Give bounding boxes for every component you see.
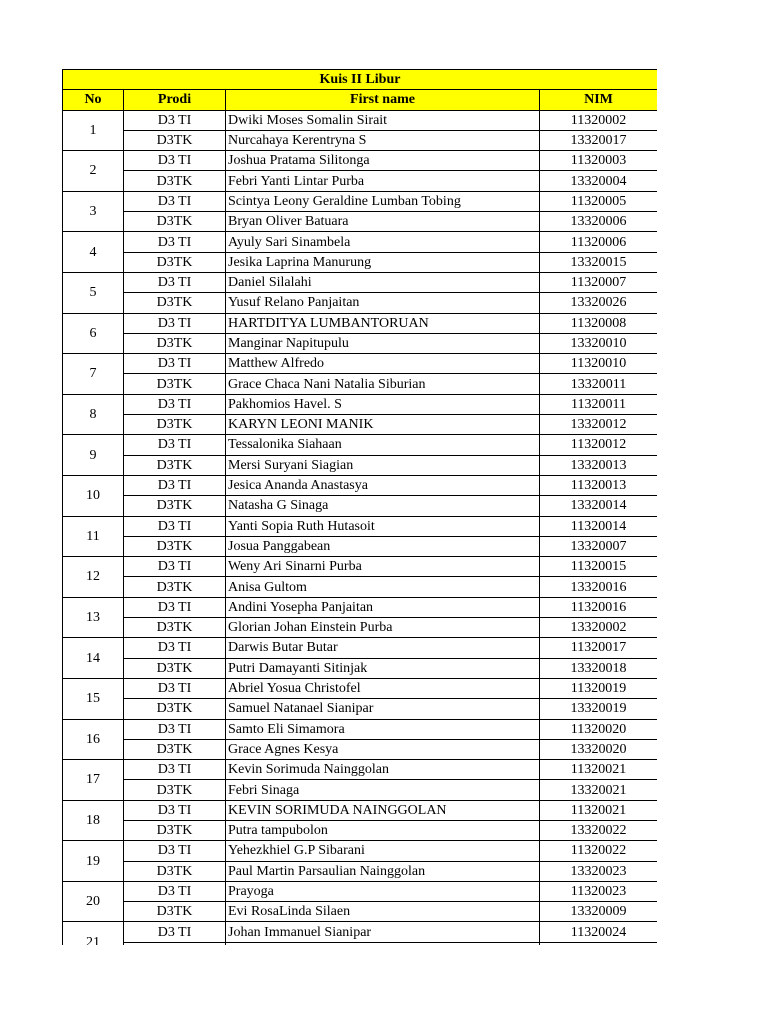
first-name-cell[interactable]: Josua Panggabean <box>226 536 540 556</box>
header-first-name: First name <box>226 90 540 110</box>
prodi-cell[interactable]: D3 TI <box>124 191 226 211</box>
row-number-cell[interactable]: 20 <box>63 881 124 922</box>
header-nim: NIM <box>540 90 658 110</box>
prodi-cell[interactable]: D3 TI <box>124 272 226 292</box>
prodi-cell[interactable]: D3 TI <box>124 678 226 698</box>
prodi-cell[interactable]: D3TK <box>124 171 226 191</box>
first-name-cell[interactable] <box>226 942 540 945</box>
prodi-cell[interactable]: D3 TI <box>124 151 226 171</box>
nim-cell[interactable]: 13320023 <box>540 861 658 881</box>
table-row <box>63 354 658 374</box>
table-row <box>63 475 658 495</box>
prodi-cell[interactable]: D3TK <box>124 577 226 597</box>
nim-cell[interactable]: 13320019 <box>540 699 658 719</box>
nim-cell[interactable]: 13320007 <box>540 536 658 556</box>
table-row <box>63 536 658 556</box>
prodi-cell[interactable]: D3TK <box>124 739 226 759</box>
table-row <box>63 232 658 252</box>
first-name-cell[interactable]: Natasha G Sinaga <box>226 496 540 516</box>
first-name-cell[interactable]: Grace Agnes Kesya <box>226 739 540 759</box>
first-name-cell[interactable]: Putri Damayanti Sitinjak <box>226 658 540 678</box>
table-row <box>63 739 658 759</box>
row-number-cell[interactable]: 12 <box>63 557 124 598</box>
prodi-cell[interactable]: D3 TI <box>124 841 226 861</box>
row-number-cell[interactable]: 8 <box>63 394 124 435</box>
nim-cell[interactable]: 13320012 <box>540 415 658 435</box>
prodi-cell[interactable]: D3 TI <box>124 800 226 820</box>
nim-cell[interactable]: 13320018 <box>540 658 658 678</box>
table-row <box>63 191 658 211</box>
prodi-cell[interactable]: D3TK <box>124 496 226 516</box>
table-row <box>63 151 658 171</box>
prodi-cell[interactable]: D3 TI <box>124 881 226 901</box>
first-name-cell[interactable]: KARYN LEONI MANIK <box>226 415 540 435</box>
prodi-cell[interactable]: D3TK <box>124 861 226 881</box>
table-row <box>63 496 658 516</box>
table-row <box>63 800 658 820</box>
prodi-cell[interactable] <box>124 942 226 945</box>
nim-cell[interactable]: 11320016 <box>540 597 658 617</box>
table-row <box>63 171 658 191</box>
table-row <box>63 841 658 861</box>
table-row <box>63 922 658 942</box>
nim-cell[interactable]: 11320015 <box>540 557 658 577</box>
nim-cell[interactable]: 13320006 <box>540 212 658 232</box>
nim-cell[interactable]: 11320017 <box>540 638 658 658</box>
prodi-cell[interactable]: D3TK <box>124 658 226 678</box>
first-name-cell[interactable]: Evi RosaLinda Silaen <box>226 902 540 922</box>
nim-cell[interactable]: 11320020 <box>540 719 658 739</box>
table-row <box>63 638 658 658</box>
nim-cell[interactable]: 11320003 <box>540 151 658 171</box>
prodi-cell[interactable]: D3 TI <box>124 394 226 414</box>
table-row <box>63 415 658 435</box>
nim-cell[interactable]: 13320014 <box>540 496 658 516</box>
prodi-cell[interactable]: D3 TI <box>124 760 226 780</box>
nim-cell[interactable]: 11320005 <box>540 191 658 211</box>
first-name-cell[interactable]: Johan Immanuel Sianipar <box>226 922 540 942</box>
first-name-cell[interactable]: Febri Yanti Lintar Purba <box>226 171 540 191</box>
first-name-cell[interactable]: Febri Sinaga <box>226 780 540 800</box>
row-number-cell[interactable]: 7 <box>63 354 124 395</box>
table-row <box>63 699 658 719</box>
first-name-cell[interactable]: Bryan Oliver Batuara <box>226 212 540 232</box>
first-name-cell[interactable]: Jesika Laprina Manurung <box>226 252 540 272</box>
first-name-cell[interactable]: Grace Chaca Nani Natalia Siburian <box>226 374 540 394</box>
nim-cell[interactable]: 11320024 <box>540 922 658 942</box>
nim-cell[interactable]: 13320021 <box>540 780 658 800</box>
table-row <box>63 212 658 232</box>
prodi-cell[interactable]: D3TK <box>124 415 226 435</box>
table-row <box>63 942 658 945</box>
table-row <box>63 881 658 901</box>
nim-cell[interactable]: 11320010 <box>540 354 658 374</box>
row-number-cell[interactable]: 19 <box>63 841 124 882</box>
nim-cell[interactable]: 11320012 <box>540 435 658 455</box>
prodi-cell[interactable]: D3TK <box>124 618 226 638</box>
first-name-cell[interactable]: Anisa Gultom <box>226 577 540 597</box>
table-row <box>63 293 658 313</box>
first-name-cell[interactable]: Prayoga <box>226 881 540 901</box>
table-row <box>63 516 658 536</box>
row-number-cell[interactable]: 11 <box>63 516 124 557</box>
first-name-cell[interactable]: Scintya Leony Geraldine Lumban Tobing <box>226 191 540 211</box>
header-no: No <box>63 90 124 110</box>
prodi-cell[interactable]: D3TK <box>124 902 226 922</box>
first-name-cell[interactable]: Yanti Sopia Ruth Hutasoit <box>226 516 540 536</box>
table-title: Kuis II Libur <box>63 70 658 90</box>
nim-cell[interactable]: 11320014 <box>540 516 658 536</box>
row-number-cell[interactable]: 15 <box>63 678 124 719</box>
prodi-cell[interactable]: D3 TI <box>124 597 226 617</box>
prodi-cell[interactable]: D3TK <box>124 293 226 313</box>
table-body <box>63 110 658 945</box>
row-number-cell[interactable]: 3 <box>63 191 124 232</box>
row-number-cell[interactable]: 18 <box>63 800 124 841</box>
table-row <box>63 374 658 394</box>
prodi-cell[interactable]: D3 TI <box>124 922 226 942</box>
nim-cell[interactable]: 13320017 <box>540 130 658 150</box>
first-name-cell[interactable]: Mersi Suryani Siagian <box>226 455 540 475</box>
nim-cell[interactable]: 11320008 <box>540 313 658 333</box>
spreadsheet-area <box>62 69 657 945</box>
first-name-cell[interactable]: Yusuf Relano Panjaitan <box>226 293 540 313</box>
table-row <box>63 861 658 881</box>
first-name-cell[interactable]: Paul Martin Parsaulian Nainggolan <box>226 861 540 881</box>
prodi-cell[interactable]: D3 TI <box>124 475 226 495</box>
prodi-cell[interactable]: D3 TI <box>124 638 226 658</box>
table-row <box>63 333 658 353</box>
table-row <box>63 577 658 597</box>
table-row <box>63 618 658 638</box>
prodi-cell[interactable]: D3 TI <box>124 354 226 374</box>
first-name-cell[interactable]: Jesica Ananda Anastasya <box>226 475 540 495</box>
prodi-cell[interactable]: D3TK <box>124 333 226 353</box>
nim-cell[interactable]: 13320002 <box>540 618 658 638</box>
nim-cell[interactable]: 13320013 <box>540 455 658 475</box>
first-name-cell[interactable]: Dwiki Moses Somalin Sirait <box>226 110 540 130</box>
header-row <box>63 90 658 110</box>
row-number-cell[interactable]: 13 <box>63 597 124 638</box>
first-name-cell[interactable]: Joshua Pratama Silitonga <box>226 151 540 171</box>
nim-cell[interactable]: 11320011 <box>540 394 658 414</box>
first-name-cell[interactable]: Glorian Johan Einstein Purba <box>226 618 540 638</box>
table-row <box>63 110 658 130</box>
table-row <box>63 557 658 577</box>
table-row <box>63 394 658 414</box>
prodi-cell[interactable]: D3TK <box>124 699 226 719</box>
row-number-cell[interactable]: 17 <box>63 760 124 801</box>
table-row <box>63 719 658 739</box>
table-row <box>63 130 658 150</box>
table-row <box>63 760 658 780</box>
nim-cell[interactable]: 13320015 <box>540 252 658 272</box>
row-number-cell[interactable]: 10 <box>63 475 124 516</box>
first-name-cell[interactable]: Samto Eli Simamora <box>226 719 540 739</box>
first-name-cell[interactable]: Putra tampubolon <box>226 820 540 840</box>
nim-cell[interactable]: 13320010 <box>540 333 658 353</box>
first-name-cell[interactable]: Matthew Alfredo <box>226 354 540 374</box>
nim-cell[interactable]: 11320021 <box>540 760 658 780</box>
prodi-cell[interactable]: D3 TI <box>124 313 226 333</box>
first-name-cell[interactable]: Nurcahaya Kerentryna S <box>226 130 540 150</box>
first-name-cell[interactable]: Ayuly Sari Sinambela <box>226 232 540 252</box>
table-row <box>63 272 658 292</box>
prodi-cell[interactable]: D3 TI <box>124 516 226 536</box>
first-name-cell[interactable]: Tessalonika Siahaan <box>226 435 540 455</box>
student-table <box>62 69 657 945</box>
nim-cell[interactable]: 13320004 <box>540 171 658 191</box>
nim-cell[interactable]: 11320013 <box>540 475 658 495</box>
prodi-cell[interactable]: D3 TI <box>124 557 226 577</box>
row-number-cell[interactable]: 14 <box>63 638 124 679</box>
table-row <box>63 435 658 455</box>
prodi-cell[interactable]: D3TK <box>124 252 226 272</box>
first-name-cell[interactable]: KEVIN SORIMUDA NAINGGOLAN <box>226 800 540 820</box>
prodi-cell[interactable]: D3 TI <box>124 110 226 130</box>
row-number-cell[interactable]: 1 <box>63 110 124 151</box>
nim-cell[interactable]: 13320020 <box>540 739 658 759</box>
table-row <box>63 780 658 800</box>
prodi-cell[interactable]: D3 TI <box>124 435 226 455</box>
first-name-cell[interactable]: HARTDITYA LUMBANTORUAN <box>226 313 540 333</box>
table-row <box>63 597 658 617</box>
first-name-cell[interactable]: Kevin Sorimuda Nainggolan <box>226 760 540 780</box>
first-name-cell[interactable]: Weny Ari Sinarni Purba <box>226 557 540 577</box>
first-name-cell[interactable]: Darwis Butar Butar <box>226 638 540 658</box>
prodi-cell[interactable]: D3 TI <box>124 232 226 252</box>
table-row <box>63 252 658 272</box>
header-prodi: Prodi <box>124 90 226 110</box>
row-number-cell[interactable]: 21 <box>63 922 124 945</box>
first-name-cell[interactable]: Abriel Yosua Christofel <box>226 678 540 698</box>
nim-cell[interactable]: 13320011 <box>540 374 658 394</box>
prodi-cell[interactable]: D3TK <box>124 820 226 840</box>
nim-cell[interactable]: 11320019 <box>540 678 658 698</box>
table-row <box>63 902 658 922</box>
nim-cell[interactable]: 13320009 <box>540 902 658 922</box>
first-name-cell[interactable]: Pakhomios Havel. S <box>226 394 540 414</box>
nim-cell[interactable]: 11320021 <box>540 800 658 820</box>
row-number-cell[interactable]: 16 <box>63 719 124 760</box>
nim-cell[interactable]: 11320007 <box>540 272 658 292</box>
table-row <box>63 658 658 678</box>
first-name-cell[interactable]: Manginar Napitupulu <box>226 333 540 353</box>
prodi-cell[interactable]: D3TK <box>124 455 226 475</box>
table-row <box>63 455 658 475</box>
table-row <box>63 820 658 840</box>
prodi-cell[interactable]: D3TK <box>124 536 226 556</box>
row-number-cell[interactable]: 5 <box>63 272 124 313</box>
nim-cell[interactable]: 13320026 <box>540 293 658 313</box>
prodi-cell[interactable]: D3TK <box>124 780 226 800</box>
nim-cell[interactable]: 13320022 <box>540 820 658 840</box>
table-row <box>63 313 658 333</box>
prodi-cell[interactable]: D3 TI <box>124 719 226 739</box>
first-name-cell[interactable]: Daniel Silalahi <box>226 272 540 292</box>
nim-cell[interactable]: 11320006 <box>540 232 658 252</box>
nim-cell[interactable]: 11320023 <box>540 881 658 901</box>
nim-cell[interactable]: 11320002 <box>540 110 658 130</box>
nim-cell[interactable]: 11320022 <box>540 841 658 861</box>
row-number-cell[interactable]: 4 <box>63 232 124 273</box>
title-row <box>63 70 658 90</box>
row-number-cell[interactable]: 6 <box>63 313 124 354</box>
prodi-cell[interactable]: D3TK <box>124 374 226 394</box>
table-row <box>63 678 658 698</box>
row-number-cell[interactable]: 9 <box>63 435 124 476</box>
nim-cell[interactable]: 13320016 <box>540 577 658 597</box>
first-name-cell[interactable]: Samuel Natanael Sianipar <box>226 699 540 719</box>
prodi-cell[interactable]: D3TK <box>124 212 226 232</box>
first-name-cell[interactable]: Andini Yosepha Panjaitan <box>226 597 540 617</box>
prodi-cell[interactable]: D3TK <box>124 130 226 150</box>
first-name-cell[interactable]: Yehezkhiel G.P Sibarani <box>226 841 540 861</box>
row-number-cell[interactable]: 2 <box>63 151 124 192</box>
nim-cell[interactable] <box>540 942 658 945</box>
